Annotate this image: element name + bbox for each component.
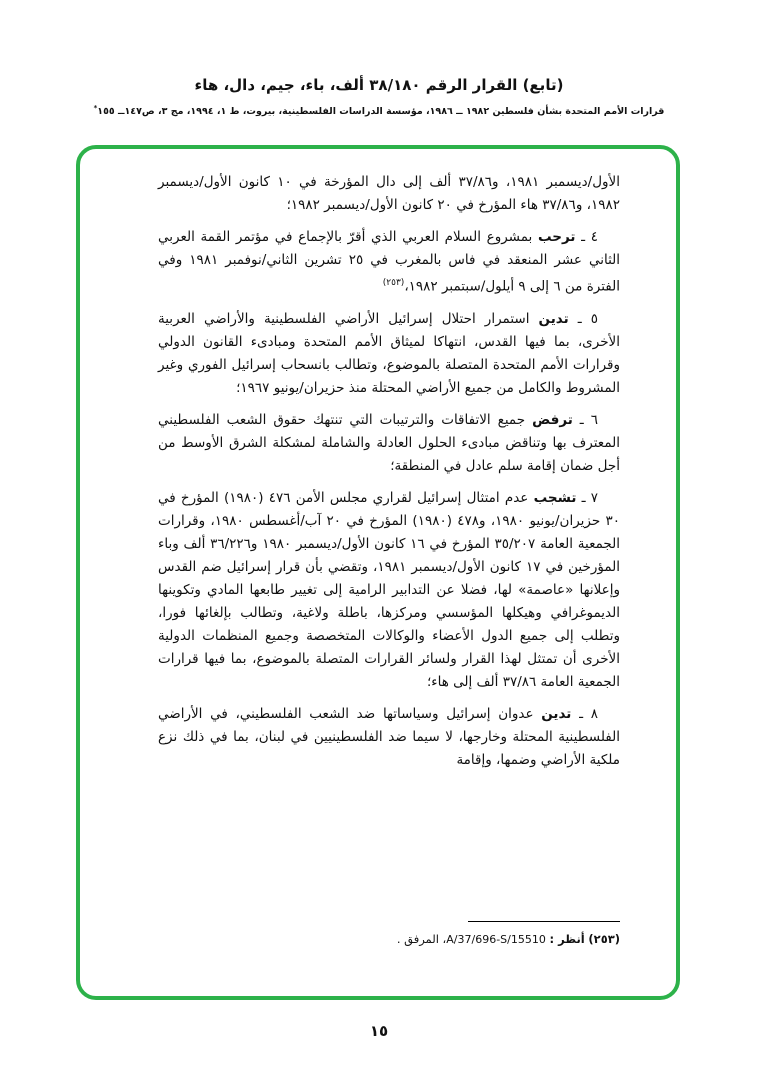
document-title: (تابع) القرار الرقم ٣٨/١٨٠ ألف، باء، جيم، دال، هاء bbox=[194, 76, 564, 94]
source-citation-line bbox=[0, 102, 758, 118]
footnote-area bbox=[150, 921, 620, 948]
paragraph-lead-word: تدين bbox=[538, 310, 569, 327]
paragraph-4 bbox=[158, 226, 620, 299]
paragraph-number: ٨ ـ bbox=[579, 705, 599, 722]
footnote bbox=[150, 931, 620, 948]
source-citation-text: قرارات الأمم المتحدة بشأن فلسطين ١٩٨٢ ــ ١٩٨٦، مؤسسة الدراسات الفلسطينية، بيروت، ط ١، ١٩٩٤، مج ٣، ص١٤٧ــ ١٥٥ bbox=[97, 106, 665, 118]
paragraph-lead-word: تدين bbox=[541, 705, 572, 722]
paragraph-8 bbox=[158, 703, 620, 772]
paragraph-lead-word: ترحب bbox=[537, 229, 576, 245]
footnote-divider bbox=[468, 921, 620, 922]
paragraph-continuation bbox=[158, 171, 620, 217]
paragraph-number: ٧ ـ bbox=[581, 489, 599, 506]
paragraph-text: استمرار احتلال إسرائيل الأراضي الفلسطينية والأراضي العربية الأخرى، بما فيها القدس، انتهاكا لميثاق الأمم المتحدة ومبادىء القانون الدولي وقرارات الأمم المتحدة المتصلة بالموضوع، وتطالب بانسحاب إسرائيل الفوري وغير المشروط والكامل من جميع الأراضي المحتلة منذ حزيران/يونيو ١٩٦٧؛ bbox=[158, 310, 620, 396]
paragraph-text: بمشروع السلام العربي الذي أقرّ بالإجماع في مؤتمر القمة العربي الثاني عشر المنعقد في فاس بالمغرب في ٢٥ تشرين الثاني/نوفمبر ١٩٨١ وفي الفترة من ٦ إلى ٩ أيلول/سبتمبر ١٩٨٢، bbox=[158, 229, 621, 295]
paragraph-lead-word: تشجب bbox=[533, 489, 577, 506]
paragraph-number: ٦ ـ bbox=[579, 411, 599, 428]
footnote-document-reference: A/37/696-S/15510 bbox=[446, 933, 546, 946]
footnote-label: أنظر : bbox=[549, 932, 585, 946]
page-number: ١٥ bbox=[369, 1022, 389, 1040]
paragraph-7 bbox=[158, 487, 620, 694]
page-header bbox=[0, 76, 758, 118]
paragraph-6 bbox=[158, 409, 620, 478]
footnote-marker: (٢٥٣) bbox=[588, 932, 620, 946]
paragraph-text: عدوان إسرائيل وسياساتها ضد الشعب الفلسطيني، في الأراضي الفلسطينية المحتلة وخارجها، لا سيما ضد الفلسطينيين في لبنان، بما في ذلك نزع ملكية الأراضي وضمها، وإقامة bbox=[158, 705, 620, 768]
paragraph-text: الأول/ديسمبر ١٩٨١، و٣٧/٨٦ ألف إلى دال المؤرخة في ١٠ كانون الأول/ديسمبر ١٩٨٢، و٣٧/٨٦ هاء المؤرخ في ٢٠ كانون الأول/ديسمبر ١٩٨٢؛ bbox=[158, 174, 620, 213]
paragraph-text: جميع الاتفاقات والترتيبات التي تنتهك حقوق الشعب الفلسطيني المعترف بها وتناقض مبادىء الحلول العادلة والشاملة لمشكلة الشرق الأوسط من أجل ضمان إقامة سلم عادل في المنطقة؛ bbox=[158, 411, 620, 474]
footnote-reference-mark: (٢٥٣) bbox=[382, 278, 405, 288]
footnote-tail: ، المرفق . bbox=[396, 932, 447, 946]
paragraph-number: ٥ ـ bbox=[577, 310, 599, 327]
paragraph-text: عدم امتثال إسرائيل لقراري مجلس الأمن ٤٧٦ (١٩٨٠) المؤرخ في ٣٠ حزيران/يونيو ١٩٨٠، و٤٧٨ (١٩٨٠) المؤرخ في ٢٠ آب/أغسطس ١٩٨٠، وقرارات الجمعية العامة ٣٥/٢٠٧ المؤرخ في ١٦ كانون الأول/ديسمبر ١٩٨٠ و٣٦/٢٢٦ ألف وباء المؤرخين في ١٧ كانون الأول/ديسمبر ١٩٨١، وتقضي بأن قرار إسرائيل ضم القدس وإعلانها «عاصمة» لها، فضلا عن التدابير الرامية إلى تغيير طابعها المادي وتكوينها الديموغرافي وهيكلها المؤسسي ومركزها، باطلة ولاغية، وتطالب بإلغائها فورا، وتطلب إلى جميع الدول الأعضاء والوكالات المتخصصة وجميع المنظمات الدولية الأخرى أن تمتثل لهذا القرار ولسائر القرارات المتصلة بالموضوع، بما فيها قرارات الجمعية العامة ٣٧/٨٦ ألف إلى هاء؛ bbox=[158, 489, 620, 690]
paragraph-lead-word: ترفض bbox=[532, 411, 573, 428]
paragraph-number: ٤ ـ bbox=[581, 229, 599, 245]
paragraph-5 bbox=[158, 308, 620, 400]
body-text-block bbox=[158, 171, 620, 781]
green-content-frame bbox=[76, 145, 680, 1000]
source-footnote-mark: * bbox=[93, 104, 98, 112]
